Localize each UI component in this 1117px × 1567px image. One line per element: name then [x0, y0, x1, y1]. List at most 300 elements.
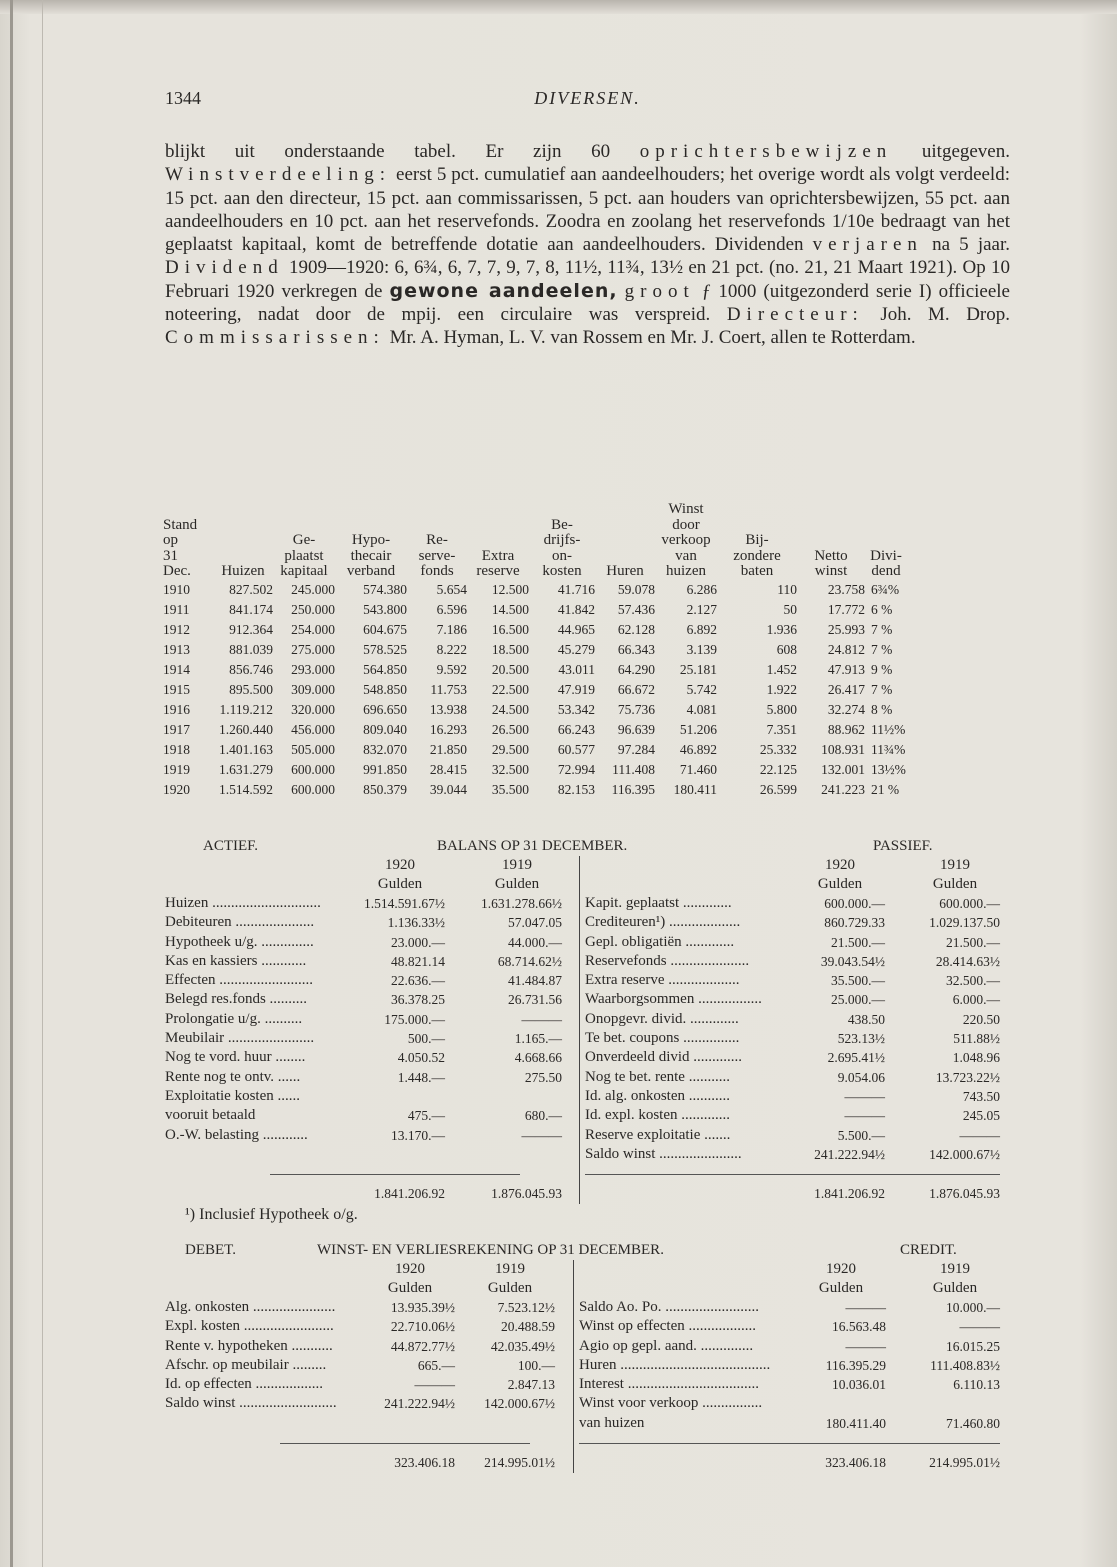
page-number: 1344	[165, 88, 201, 108]
account-heading	[165, 1242, 1013, 1260]
stats-year-cell: 1919	[163, 761, 190, 777]
stats-cell: 108.931	[821, 741, 865, 757]
account-line-label: Reservefonds .....................	[585, 952, 750, 969]
stats-cell: 5.800	[766, 701, 797, 717]
account-line	[165, 1298, 573, 1317]
amount-current: 35.500.—	[831, 973, 885, 989]
right-side-title: PASSIEF.	[873, 838, 933, 854]
stats-cell: 6.286	[686, 581, 717, 597]
stats-cell: 8 %	[871, 701, 893, 717]
stats-column-header: Netto winst	[814, 547, 848, 580]
year-label: 1919	[940, 857, 970, 873]
account-line-label: Id. expl. kosten .............	[585, 1107, 730, 1124]
account-line	[165, 1029, 579, 1048]
stats-row	[163, 580, 907, 600]
account-line-label: Huizen .............................	[165, 895, 321, 911]
stats-cell: 809.040	[363, 721, 407, 737]
stats-cell: 26.417	[827, 681, 865, 697]
amount-previous: ———	[959, 1127, 1000, 1143]
account-line	[165, 894, 579, 913]
account-line-label: Saldo Ao. Po. .........................	[579, 1299, 760, 1315]
account-line	[165, 933, 579, 952]
account-line	[165, 1317, 573, 1336]
stats-year-cell: 1915	[163, 681, 190, 697]
stats-cell: 832.070	[363, 741, 407, 757]
amount-current: 500.—	[407, 1031, 445, 1047]
account-line	[579, 1298, 1013, 1317]
amount-current: 13.935.39½	[390, 1300, 455, 1315]
stats-cell: 46.892	[679, 741, 717, 757]
stats-cell: 7.186	[436, 621, 467, 637]
amount-previous: 57.047.05	[508, 915, 562, 931]
stats-column-header: Hypo- thecair verband	[346, 532, 396, 580]
total-current: 323.406.18	[825, 1455, 886, 1471]
amount-previous: 4.668.66	[514, 1050, 562, 1066]
stats-cell: 604.675	[363, 621, 407, 637]
account-line	[585, 1029, 1013, 1048]
account-line	[585, 1068, 1013, 1087]
left-side-items	[165, 894, 579, 1145]
account-line-label: Expl. kosten ........................	[165, 1318, 334, 1335]
amount-current: 665.—	[417, 1357, 455, 1373]
stats-cell: 1.452	[766, 661, 797, 677]
amount-previous: 68.714.62½	[497, 953, 562, 969]
center-divider	[579, 856, 580, 1204]
stats-cell: 21 %	[871, 781, 900, 797]
account-line	[585, 1048, 1013, 1067]
stats-cell: 25.993	[827, 621, 865, 637]
account-line-label: Kapit. geplaatst .............	[585, 895, 732, 911]
stats-cell: 12.500	[491, 581, 529, 597]
unit-label: Gulden	[817, 876, 863, 892]
stats-column-header: Re- serve- fonds	[418, 532, 456, 580]
stats-cell: 35.500	[491, 781, 529, 797]
account-line	[165, 1126, 579, 1145]
account-line	[585, 913, 1013, 932]
stats-column-header: Stand op 31 Dec.	[163, 516, 198, 580]
total-previous: 1.876.045.93	[929, 1186, 1000, 1202]
amount-current: 10.036.01	[832, 1377, 886, 1393]
stats-cell: 66.243	[557, 721, 595, 737]
stats-year-cell: 1918	[163, 741, 190, 757]
stats-cell: 275.000	[291, 641, 335, 657]
stats-cell: 4.081	[686, 701, 717, 717]
account-line-label: Winst op effecten ..................	[579, 1318, 756, 1335]
text-run: eerst 5 pct. cumulatief aan aandeelhouders; het overige wordt als volgt verdeeld: 15 pct. aan den directeur, 15 pct. aan commissarissen, 5 pct. aan houders van oprichtersbewijzen, 55 pct. aan aandeelhouders en 10 pct. aan het reservefonds. Zoodra en zoolang het reservefonds 1/10e bedraagt van het geplaatst kapitaal, komt de betreffende dotatie aan aandeelhouders. Dividenden	[165, 164, 1010, 256]
stats-cell: 7 %	[871, 641, 893, 657]
amount-current: 22.710.06½	[390, 1319, 455, 1335]
account-line-label: Agio op gepl. aand. ..............	[579, 1337, 754, 1354]
amount-current: 36.378.25	[391, 992, 445, 1008]
total-previous: 214.995.01½	[929, 1455, 1000, 1471]
stats-cell: 43.011	[558, 661, 595, 677]
account-heading	[165, 838, 1013, 856]
spaced-term: oprichtersbewijzen	[639, 141, 893, 162]
stats-cell: 132.001	[821, 761, 865, 777]
stats-cell: 13.938	[429, 701, 467, 717]
stats-cell: 600.000	[291, 781, 335, 797]
account-line-label: Meubilair .......................	[165, 1030, 315, 1047]
account-line	[585, 894, 1013, 913]
amount-previous: 20.488.59	[501, 1319, 555, 1335]
stats-cell: 578.525	[363, 641, 407, 657]
stats-cell: 1.936	[766, 621, 797, 637]
right-side-items	[585, 894, 1013, 1164]
stats-cell: 116.395	[611, 781, 655, 797]
stats-cell: 26.599	[759, 781, 797, 797]
stats-cell: 7.351	[766, 721, 797, 737]
account-line	[165, 1375, 573, 1394]
account-line	[165, 1048, 579, 1067]
total-current: 1.841.206.92	[374, 1186, 445, 1202]
account-line-label: Waarborgsommen .................	[585, 991, 762, 1008]
amount-previous: 71.460.80	[946, 1415, 1000, 1431]
stats-cell: 1.631.279	[219, 761, 273, 777]
account-line-label: Extra reserve ...................	[585, 972, 740, 989]
stats-cell: 13½%	[871, 761, 906, 777]
amount-current: 241.222.94½	[814, 1146, 885, 1162]
stats-cell: 21.850	[429, 741, 467, 757]
account-line	[165, 1356, 573, 1375]
amount-current: 9.054.06	[837, 1069, 885, 1085]
amount-previous: 6.000.—	[952, 992, 1000, 1008]
stats-year-cell: 1911	[163, 601, 190, 617]
unit-label: Gulden	[818, 1280, 864, 1296]
amount-current: 39.043.54½	[820, 953, 885, 969]
sum-rule	[579, 1443, 1000, 1444]
unit-label: Gulden	[932, 876, 978, 892]
description-paragraph	[165, 140, 1010, 350]
unit-label: Gulden	[377, 876, 423, 892]
stats-cell: 24.812	[827, 641, 865, 657]
amount-current: 600.000.—	[824, 896, 885, 911]
totals-row	[165, 1453, 1013, 1472]
stats-cell: 6.596	[436, 601, 467, 617]
stats-cell: 6 %	[871, 601, 893, 617]
account-line	[165, 1394, 573, 1413]
stats-cell: 309.000	[291, 681, 335, 697]
stats-cell: 548.850	[363, 681, 407, 697]
stats-year-cell: 1916	[163, 701, 190, 717]
account-line	[165, 1106, 579, 1125]
statistics-table	[163, 502, 1013, 800]
left-side-title: ACTIEF.	[203, 838, 259, 854]
stats-cell: 1.401.163	[219, 741, 273, 757]
stats-cell: 111.408	[612, 761, 655, 777]
account-line-label: Nog te bet. rente ...........	[585, 1068, 730, 1085]
stats-cell: 25.181	[679, 661, 717, 677]
running-title: DIVERSEN.	[534, 88, 641, 108]
stats-cell: 22.125	[759, 761, 797, 777]
stats-cell: 59.078	[617, 581, 655, 597]
amount-previous: 7.523.12½	[497, 1300, 555, 1315]
stats-cell: 696.650	[363, 701, 407, 717]
right-side-title: CREDIT.	[900, 1242, 957, 1258]
year-label: 1919	[502, 857, 532, 873]
account-line-label: Gepl. obligatiën .............	[585, 933, 735, 950]
stats-cell: 88.962	[827, 721, 865, 737]
account-line	[585, 1145, 1013, 1164]
stats-cell: 17.772	[827, 601, 865, 617]
center-divider	[573, 1260, 574, 1473]
stats-cell: 97.284	[617, 741, 655, 757]
amount-current: 1.514.591.67½	[364, 896, 445, 911]
text-run: blijkt uit onderstaande tabel. Er zijn 60	[165, 141, 640, 162]
amount-previous: 32.500.—	[946, 973, 1000, 989]
spaced-term: Commissarissen:	[165, 327, 385, 349]
binding-edge	[10, 0, 13, 1567]
stats-row	[163, 720, 907, 740]
stats-cell: 24.500	[491, 701, 529, 717]
stats-cell: 608	[776, 641, 797, 657]
year-label: 1920	[826, 1261, 856, 1277]
account-line-label: Onverdeeld divid .............	[585, 1049, 743, 1066]
amount-previous: 1.165.—	[514, 1031, 562, 1047]
unit-label: Gulden	[387, 1280, 433, 1296]
stats-cell: 9 %	[871, 661, 893, 677]
stats-cell: 180.411	[673, 781, 717, 797]
account-line	[579, 1337, 1013, 1356]
profit-loss-account	[165, 1242, 1013, 1471]
stats-column-header: Winst door verkoop van huizen	[661, 501, 711, 580]
stats-year-cell: 1910	[163, 581, 190, 597]
account-line	[579, 1394, 1013, 1413]
spaced-term: verjaren	[812, 234, 923, 256]
stats-cell: 16.293	[429, 721, 467, 737]
amount-current: 860.729.33	[824, 915, 885, 931]
amount-previous: 142.000.67½	[929, 1146, 1000, 1162]
stats-cell: 53.342	[557, 701, 595, 717]
spaced-term: Dividend	[165, 257, 284, 279]
page-top-edge	[0, 0, 1117, 14]
stats-cell: 60.577	[557, 741, 595, 757]
sum-rule	[280, 1443, 530, 1444]
account-line	[585, 1106, 1013, 1125]
left-side-items	[165, 1298, 573, 1414]
amount-current: 2.695.41½	[827, 1050, 885, 1066]
account-line-label: Belegd res.fonds ..........	[165, 991, 308, 1008]
account-line	[585, 1126, 1013, 1145]
stats-column-header: Divi- dend	[870, 547, 902, 580]
account-line-label: Debiteuren .....................	[165, 914, 315, 931]
total-previous: 1.876.045.93	[491, 1186, 562, 1202]
stats-cell: 82.153	[557, 781, 595, 797]
spaced-term: Directeur:	[726, 304, 864, 326]
amount-current: 175.000.—	[384, 1011, 445, 1027]
account-line	[585, 990, 1013, 1009]
year-label: 1920	[395, 1261, 425, 1277]
account-line-label: Rente v. hypotheken ...........	[165, 1337, 333, 1354]
spaced-term: groot	[624, 280, 695, 302]
account-line	[165, 913, 579, 932]
stats-cell: 29.500	[491, 741, 529, 757]
stats-cell: 250.000	[291, 601, 335, 617]
totals-row	[165, 1184, 1013, 1203]
stats-cell: 14.500	[491, 601, 529, 617]
account-line-label: Rente nog te ontv. ......	[165, 1068, 301, 1085]
amount-current: 4.050.52	[397, 1050, 445, 1066]
account-line	[165, 971, 579, 990]
stats-cell: 39.044	[429, 781, 467, 797]
stats-cell: 1.514.592	[219, 781, 273, 797]
amount-previous: 13.723.22½	[935, 1069, 1000, 1085]
year-label: 1920	[385, 857, 415, 873]
stats-cell: 47.913	[827, 661, 865, 677]
stats-cell: 7 %	[871, 621, 893, 637]
stats-year-cell: 1920	[163, 781, 190, 797]
stats-cell: 23.758	[827, 581, 865, 597]
stats-cell: 62.128	[617, 621, 655, 637]
account-line-label: Onopgevr. divid. .............	[585, 1010, 739, 1027]
text-run	[618, 281, 625, 302]
amount-previous: 511.88½	[953, 1031, 1000, 1047]
text-run: Joh. M. Drop.	[863, 304, 1010, 326]
account-line-label: Prolongatie u/g. ..........	[165, 1010, 303, 1027]
company-description	[165, 140, 1010, 350]
stats-cell: 18.500	[491, 641, 529, 657]
account-line-label: Winst voor verkoop ................	[579, 1395, 763, 1412]
amount-current: 44.872.77½	[390, 1338, 455, 1354]
amount-current: 25.000.—	[831, 992, 885, 1008]
stats-row	[163, 740, 907, 760]
amount-previous: 28.414.63½	[935, 953, 1000, 969]
year-label: 1919	[495, 1261, 525, 1277]
stats-cell: 41.842	[557, 601, 595, 617]
spaced-term: Winstverdeeling:	[165, 164, 392, 186]
stats-cell: 1.260.440	[219, 721, 273, 737]
year-label: 1919	[940, 1261, 970, 1277]
amount-previous: 42.035.49½	[490, 1338, 555, 1354]
account-line	[579, 1414, 1013, 1433]
account-line-label: vooruit betaald	[165, 1107, 256, 1124]
stats-row	[163, 620, 907, 640]
stats-cell: 564.850	[363, 661, 407, 677]
balance-sheet	[165, 838, 1013, 1202]
amount-previous: 680.—	[524, 1108, 562, 1124]
stats-cell: 64.290	[617, 661, 655, 677]
account-line-label: Crediteuren¹) ...................	[585, 914, 741, 931]
stats-cell: 6¾%	[871, 581, 900, 597]
stats-cell: 856.746	[229, 661, 273, 677]
account-line	[585, 933, 1013, 952]
amount-current: 21.500.—	[831, 934, 885, 950]
account-line-label: van huizen	[579, 1414, 645, 1431]
account-line	[585, 1010, 1013, 1029]
amount-current: 116.395.29	[825, 1357, 886, 1373]
stats-cell: 895.500	[229, 681, 273, 697]
account-line	[585, 952, 1013, 971]
amount-previous: 44.000.—	[508, 934, 562, 950]
amount-previous: 220.50	[962, 1011, 1000, 1027]
stats-year-cell: 1913	[163, 641, 190, 657]
amount-current: 475.—	[407, 1108, 445, 1124]
stats-grid	[163, 502, 907, 800]
account-line-label: Kas en kassiers ............	[165, 952, 307, 969]
unit-label: Gulden	[932, 1280, 978, 1296]
account-line-label: Saldo winst ......................	[585, 1145, 742, 1162]
stats-cell: 57.436	[617, 601, 655, 617]
account-title: BALANS OP 31 DECEMBER.	[437, 838, 628, 854]
account-line-label: O.-W. belasting ............	[165, 1126, 308, 1143]
total-previous: 214.995.01½	[484, 1455, 555, 1471]
account-line-label: Alg. onkosten ......................	[165, 1299, 336, 1315]
amount-previous: 100.—	[517, 1357, 555, 1373]
stats-year-cell: 1912	[163, 621, 190, 637]
amount-previous: ———	[521, 1011, 562, 1027]
text-run: 1909—1920: 6, 6¾, 6, 7, 7, 9, 7, 8, 11½, 11¾, 13½ en 21 pct. (no. 21, 21 Maart 1921). Op 10 Februari 1920 verkregen de	[165, 257, 1010, 302]
stats-cell: 3.139	[686, 641, 717, 657]
year-header-row	[165, 856, 1013, 875]
amount-previous: 1.631.278.66½	[481, 896, 562, 911]
amount-current: ———	[844, 1108, 885, 1124]
amount-current: ———	[414, 1377, 455, 1393]
stats-cell: 20.500	[491, 661, 529, 677]
stats-cell: 912.364	[229, 621, 273, 637]
total-current: 1.841.206.92	[814, 1186, 885, 1202]
amount-previous: 10.000.—	[946, 1300, 1000, 1315]
account-line-label: Huren ........................................	[579, 1356, 771, 1373]
footnote: ¹) Inclusief Hypotheek o/g.	[185, 1206, 358, 1223]
text-run: uitgegeven.	[892, 141, 1010, 162]
account-line	[165, 990, 579, 1009]
account-title: WINST- EN VERLIESREKENING OP 31 DECEMBER.	[317, 1242, 664, 1258]
amount-previous: 111.408.83½	[930, 1357, 1000, 1373]
account-line	[165, 1087, 579, 1106]
text-run: na 5 jaar.	[922, 234, 1011, 256]
stats-cell: 47.919	[557, 681, 595, 697]
amount-current: 438.50	[847, 1011, 885, 1027]
left-side-title: DEBET.	[185, 1242, 236, 1258]
page-header	[165, 88, 1010, 112]
unit-header-row	[165, 1279, 1013, 1298]
stats-cell: 50	[783, 601, 797, 617]
stats-cell: 991.850	[363, 761, 407, 777]
amount-current: 13.170.—	[391, 1127, 445, 1143]
stats-cell: 1.922	[766, 681, 797, 697]
amount-current: 16.563.48	[832, 1319, 886, 1335]
stats-cell: 41.716	[557, 581, 595, 597]
stats-cell: 22.500	[491, 681, 529, 697]
amount-previous: 275.50	[524, 1069, 562, 1085]
account-line-label: Nog te vord. huur ........	[165, 1049, 306, 1066]
account-line-label: Id. op effecten ..................	[165, 1376, 324, 1393]
total-current: 323.406.18	[394, 1455, 455, 1471]
stats-cell: 16.500	[491, 621, 529, 637]
stats-row	[163, 700, 907, 720]
stats-column-header: Bij- zondere baten	[733, 532, 781, 580]
stats-cell: 8.222	[436, 641, 467, 657]
stats-year-cell: 1914	[163, 661, 190, 677]
stats-cell: 7 %	[871, 681, 893, 697]
amount-previous: 26.731.56	[508, 992, 562, 1008]
stats-cell: 5.742	[686, 681, 717, 697]
stats-cell: 2.127	[686, 601, 717, 617]
account-line	[579, 1317, 1013, 1336]
stats-cell: 96.639	[617, 721, 655, 737]
stats-cell: 45.279	[557, 641, 595, 657]
account-line	[585, 1087, 1013, 1106]
stats-cell: 72.994	[557, 761, 595, 777]
amount-current: 48.821.14	[391, 953, 445, 969]
unit-label: Gulden	[487, 1280, 533, 1296]
account-line-label: Saldo winst ..........................	[165, 1395, 337, 1412]
account-line-label: Afschr. op meubilair .........	[165, 1356, 327, 1373]
account-line	[165, 1010, 579, 1029]
stats-column-header: Be- drijfs- on- kosten	[542, 516, 582, 580]
stats-column-header: Huizen	[221, 563, 265, 580]
stats-cell: 9.592	[436, 661, 467, 677]
stats-cell: 44.965	[557, 621, 595, 637]
